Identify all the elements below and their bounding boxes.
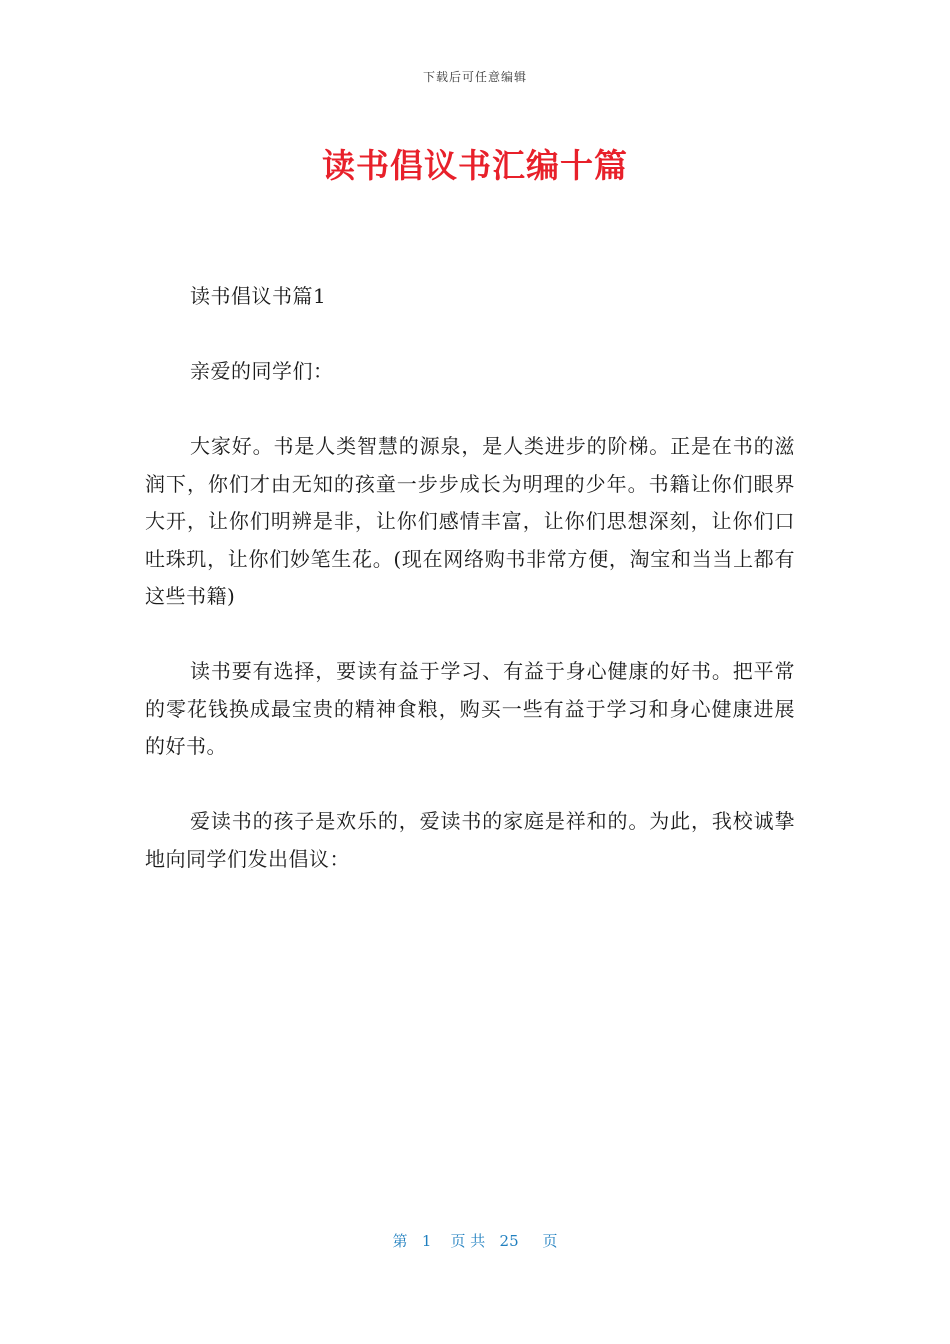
document-body xyxy=(145,278,795,916)
body-paragraph: 读书要有选择，要读有益于学习、有益于身心健康的好书。把平常的零花钱换成最宝贵的精神食粮，购买一些有益于学习和身心健康进展的好书。 xyxy=(145,659,795,758)
body-paragraph: 大家好。书是人类智慧的源泉，是人类进步的阶梯。正是在书的滋润下，你们才由无知的孩童一步步成长为明理的少年。书籍让你们眼界大开，让你们明辨是非，让你们感情丰富，让你们思想深刻，让你们口吐珠玑，让你们妙笔生花。(现在网络购书非常方便，淘宝和当当上都有这些书籍) xyxy=(145,434,795,608)
page-footer xyxy=(0,1230,950,1251)
section-heading: 读书倡议书篇1 xyxy=(190,284,327,308)
footer-suffix: 页 xyxy=(542,1232,558,1250)
salutation: 亲爱的同学们： xyxy=(190,359,334,383)
document-title: 读书倡议书汇编十篇 xyxy=(322,146,628,185)
footer-prefix: 第 xyxy=(392,1232,408,1250)
footer-middle: 页 共 xyxy=(450,1232,486,1250)
total-pages: 25 xyxy=(499,1232,519,1250)
page-number: 1 xyxy=(421,1232,432,1250)
header-note: 下载后可任意编辑 xyxy=(422,70,527,84)
body-paragraph: 爱读书的孩子是欢乐的，爱读书的家庭是祥和的。为此，我校诚挚地向同学们发出倡议： xyxy=(145,809,795,871)
